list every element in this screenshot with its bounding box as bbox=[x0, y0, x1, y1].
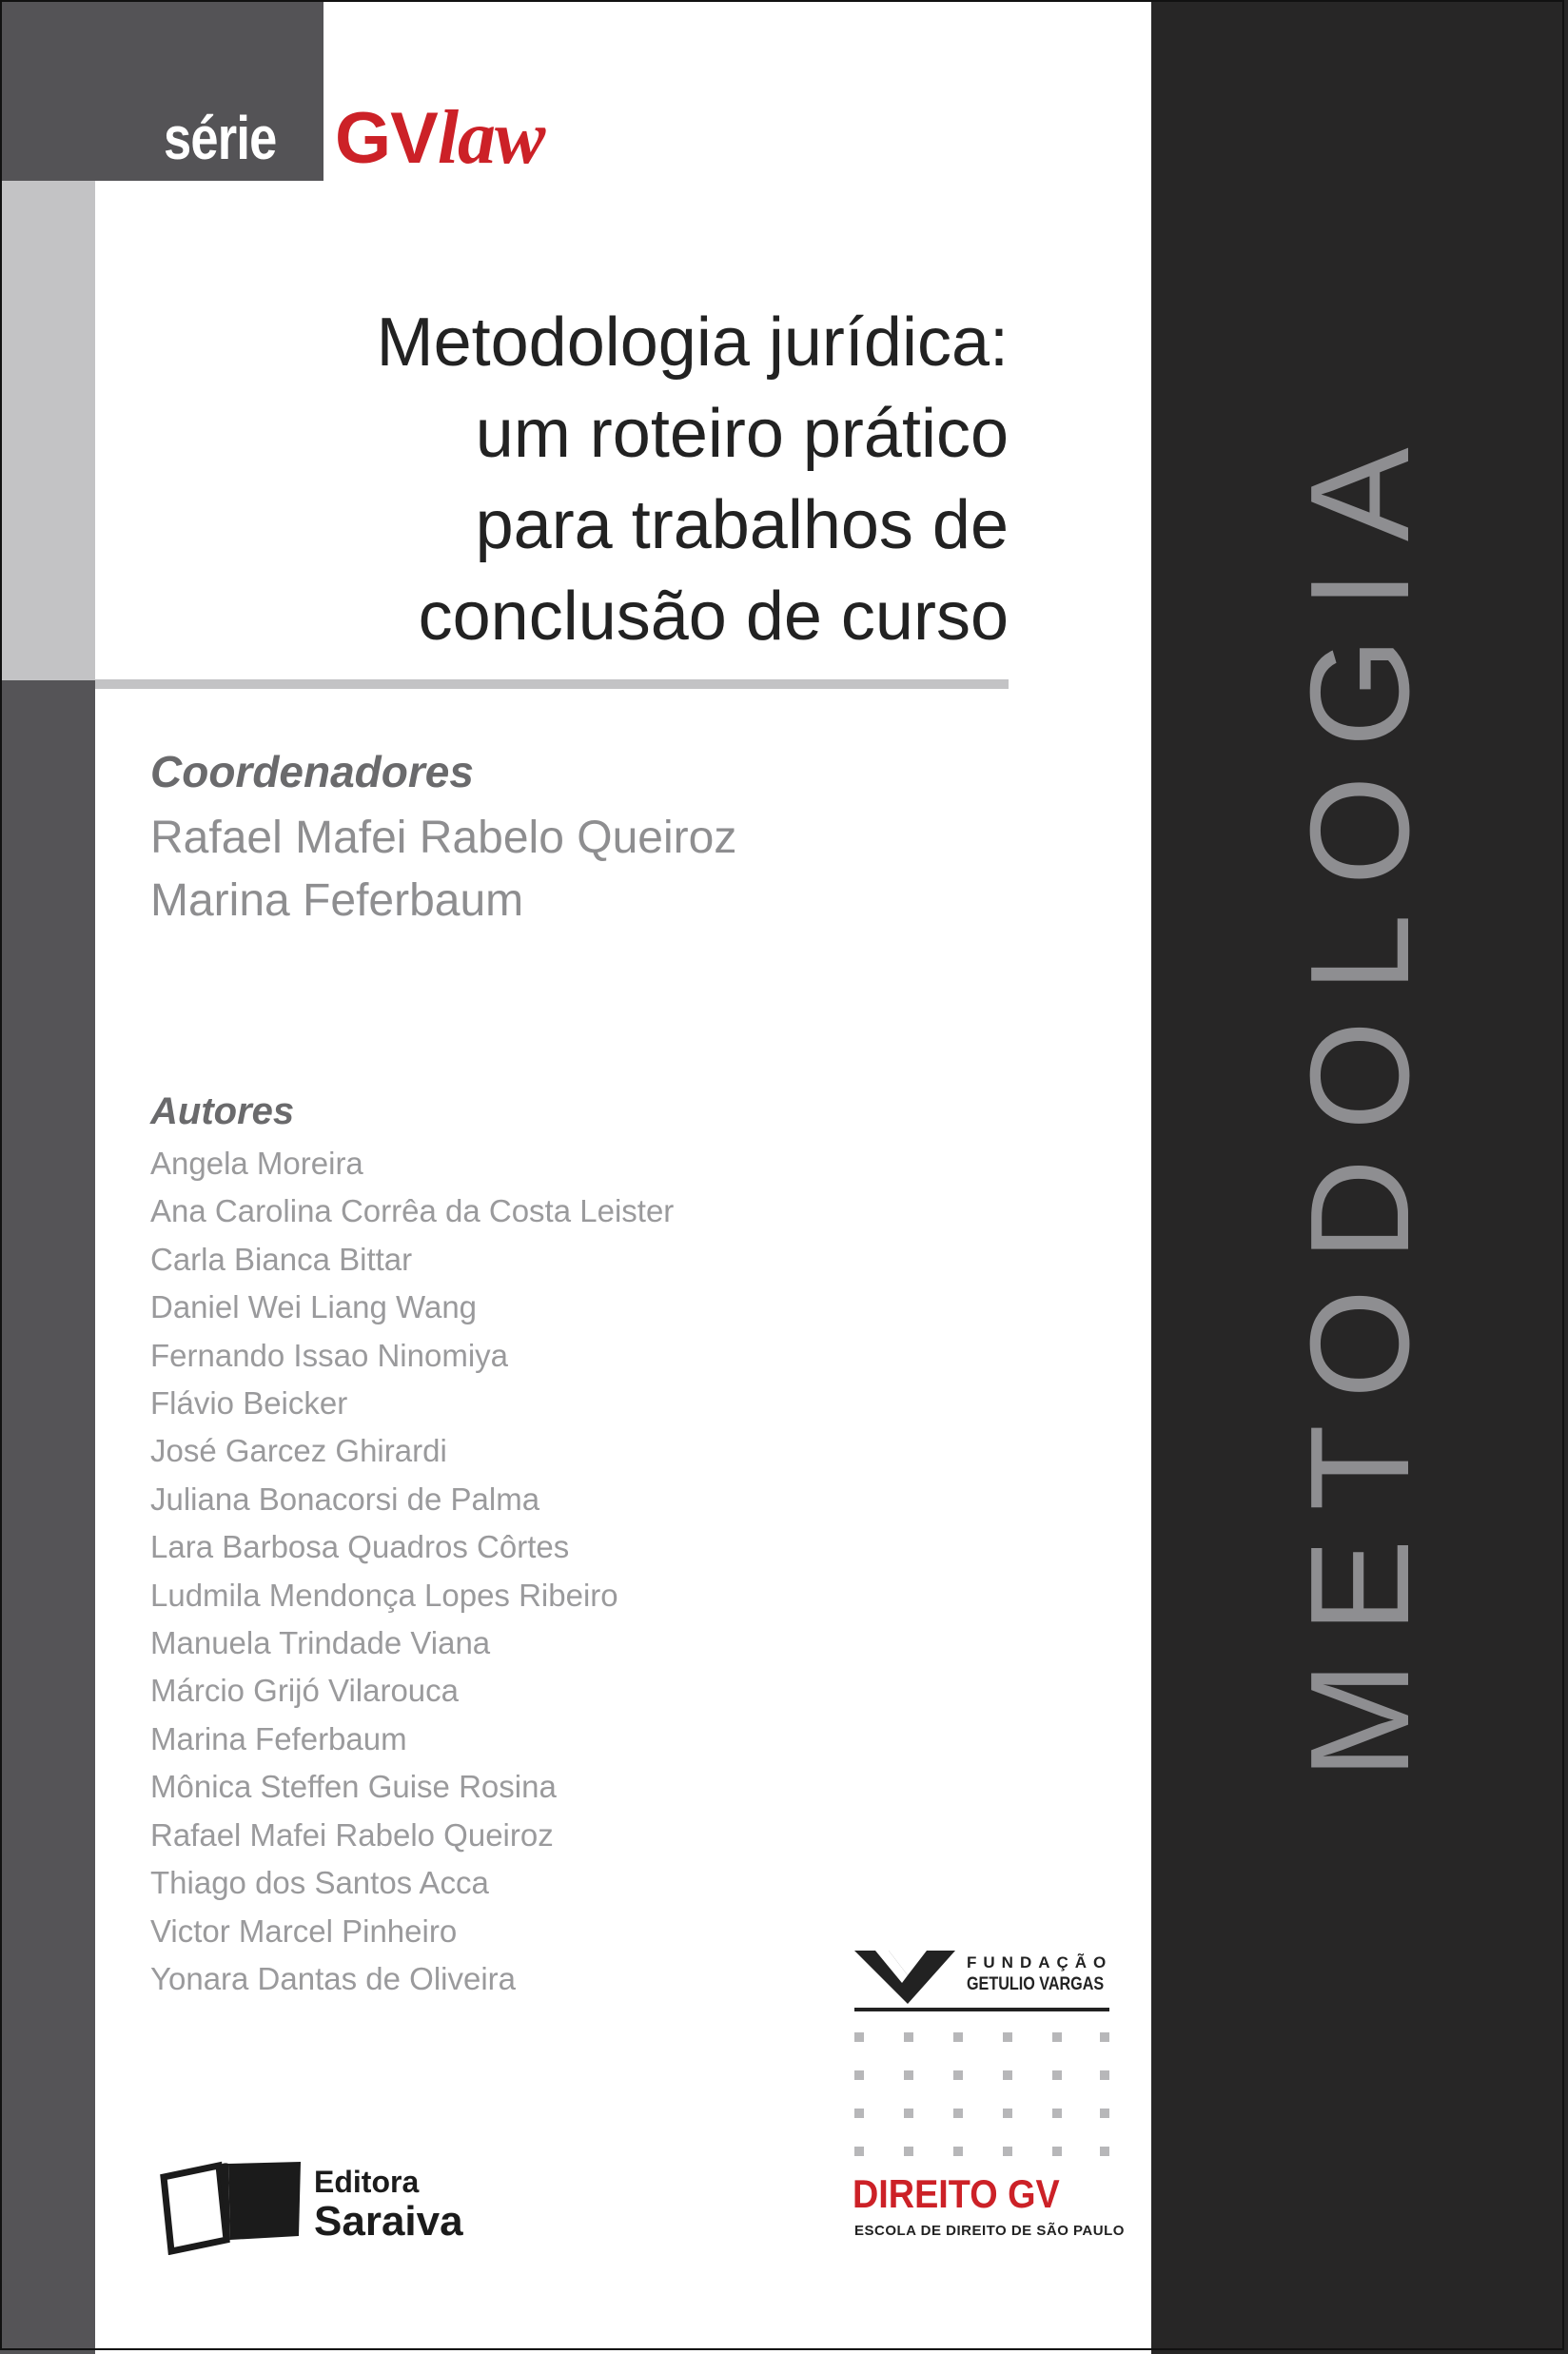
dot-grid-decoration bbox=[853, 2030, 1111, 2166]
author-name: Yonara Dantas de Oliveira bbox=[150, 1960, 517, 1996]
title-divider bbox=[95, 679, 1009, 689]
author-name: Flávio Beicker bbox=[150, 1385, 348, 1422]
author-name: Marina Feferbaum bbox=[150, 1720, 407, 1756]
author-name: José Garcez Ghirardi bbox=[150, 1433, 447, 1469]
author-name: Thiago dos Santos Acca bbox=[150, 1865, 489, 1901]
author-name: Daniel Wei Liang Wang bbox=[150, 1289, 478, 1325]
author-name: Ludmila Mendonça Lopes Ribeiro bbox=[150, 1577, 618, 1613]
author-name: Lara Barbosa Quadros Côrtes bbox=[150, 1529, 570, 1565]
series-label: série bbox=[164, 104, 277, 172]
brand-law: law bbox=[437, 96, 545, 180]
coordinator-name: Marina Feferbaum bbox=[150, 875, 524, 926]
author-name: Angela Moreira bbox=[150, 1146, 363, 1181]
title-line: um roteiro prático bbox=[475, 396, 1009, 472]
left-strip-dark bbox=[0, 680, 95, 2354]
coordinators-list bbox=[150, 807, 736, 932]
fgv-divider bbox=[854, 2008, 1109, 2011]
author-name: Carla Bianca Bittar bbox=[150, 1241, 413, 1277]
title-line: para trabalhos de bbox=[475, 487, 1009, 563]
publisher-label: Editora bbox=[314, 2165, 420, 2199]
author-name: Ana Carolina Corrêa da Costa Leister bbox=[150, 1193, 675, 1229]
spine-title-text: METODOLOGIA bbox=[1282, 419, 1439, 1779]
publisher-name: Saraiva bbox=[314, 2198, 463, 2245]
direito-gv-subtitle: ESCOLA DE DIREITO DE SÃO PAULO bbox=[854, 2223, 1125, 2239]
brand-gv: GV bbox=[335, 98, 438, 179]
author-name: Mônica Steffen Guise Rosina bbox=[150, 1769, 557, 1805]
title-line: conclusão de curso bbox=[418, 579, 1009, 655]
author-name: Rafael Mafei Rabelo Queiroz bbox=[150, 1816, 554, 1853]
authors-heading: Autores bbox=[150, 1090, 295, 1132]
fgv-line2: GETULIO VARGAS bbox=[967, 1974, 1105, 1994]
left-strip-light bbox=[0, 181, 95, 680]
direito-gv-logo: DIREITO GV bbox=[853, 2171, 1060, 2216]
authors-list bbox=[150, 1140, 674, 2003]
author-name: Juliana Bonacorsi de Palma bbox=[150, 1481, 540, 1517]
fgv-line1: FUNDAÇÃO bbox=[967, 1953, 1113, 1971]
book-title bbox=[285, 297, 1009, 662]
author-name: Manuela Trindade Viana bbox=[150, 1625, 491, 1661]
open-book-icon bbox=[160, 2160, 304, 2255]
author-name: Fernando Issao Ninomiya bbox=[150, 1337, 509, 1373]
coordinator-name: Rafael Mafei Rabelo Queiroz bbox=[150, 813, 737, 863]
author-name: Márcio Grijó Vilarouca bbox=[150, 1673, 460, 1709]
title-line: Metodologia jurídica: bbox=[376, 304, 1009, 381]
coordinators-heading: Coordenadores bbox=[150, 747, 474, 796]
series-brand bbox=[335, 95, 544, 182]
author-name: Victor Marcel Pinheiro bbox=[150, 1913, 458, 1949]
